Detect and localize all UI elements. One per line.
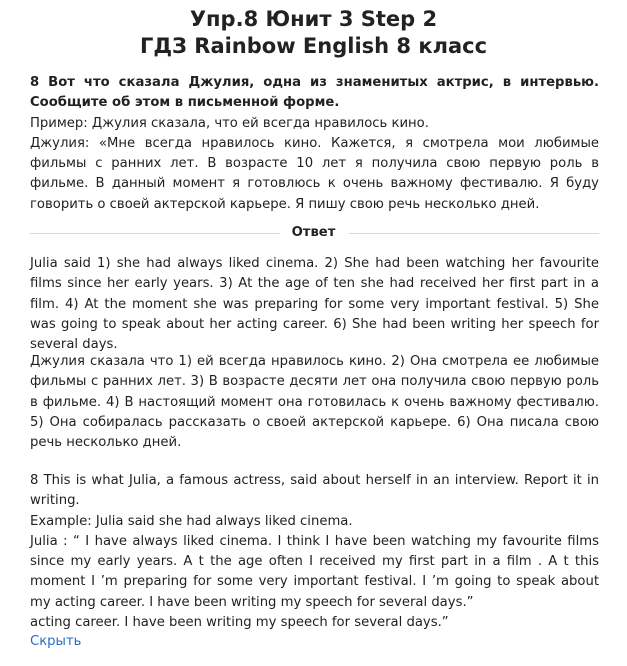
task-example: Пример: Джулия сказала, что ей всегда нравилось кино. — [30, 115, 429, 131]
translation-section — [30, 471, 599, 633]
answer-english — [30, 254, 599, 355]
translation-repeat: acting career. I have been writing my speech for several days.” — [30, 615, 449, 631]
page-subtitle: ГДЗ Rainbow English 8 класс — [139, 34, 488, 58]
task-heading: 8 Вот что сказала Джулия, одна из знаменитых актрис, в интервью. Сообщите об этом в письменной форме. — [30, 75, 599, 111]
hide-link[interactable]: Скрыть — [30, 634, 82, 649]
translation-example: Example: Julia said she had always liked cinema. — [30, 513, 353, 529]
page-title: Упр.8 Юнит 3 Step 2 — [189, 7, 438, 31]
translation-quote: Julia : “ I have always liked cinema. I think I have been watching my favourite films since my early years. A t the age often I received my first part in a film . A t this moment I ’m preparing for some very important festival. I ’m going to speak about my acting career. I have been writing my speech for several days.” — [30, 533, 599, 610]
answer-russian-text: Джулия сказала что 1) ей всегда нравилось кино. 2) Она смотрела ее любимые фильмы с ранних лет. 3) В возрасте десяти лет она получила свою первую роль в фильме. 4) В настоящий момент она готовилась к очень важному фестивалю. 5) Она собиралась рассказать о своей актерской карьере. 6) Она писала свою речь несколько дней. — [30, 354, 599, 451]
answer-russian — [30, 352, 599, 453]
translation-heading: 8 This is what Julia, a famous actress, said about herself in an interview. Report it in writing. — [30, 473, 599, 509]
answer-label: Ответ — [291, 225, 336, 240]
answer-english-text: Julia said 1) she had always liked cinema. 2) She had been watching her favourite films since her early years. 3) At the age of ten she had received her first part in a film. 4) At the moment she was preparing for some very important festival. 5) She was going to speak about her acting career. 6) She had been writing her speech for several days. — [30, 256, 599, 353]
task-quote: Джулия: «Мне всегда нравилось кино. Кажется, я смотрела мои любимые фильмы с ранних лет. В возрасте 10 лет я получила свою первую роль в фильме. В данный момент я готовлюсь к очень важному фестивалю. Я буду говорить о своей актерской карьере. Я пишу свою речь несколько дней. — [30, 135, 599, 212]
task-section — [30, 73, 599, 215]
